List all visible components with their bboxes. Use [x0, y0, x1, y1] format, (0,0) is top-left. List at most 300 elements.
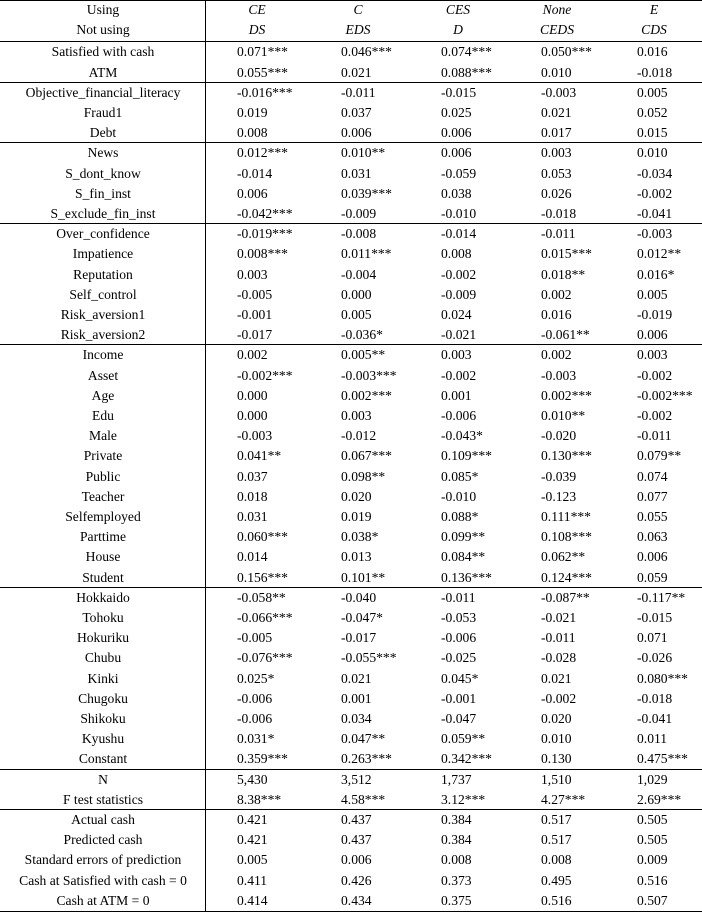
cell-value: -0.002	[637, 185, 673, 201]
cell-value: -0.011	[341, 84, 376, 100]
cell-value: -0.010	[441, 488, 477, 504]
cell-value: -0.002	[441, 367, 477, 383]
row-label: Chugoku	[78, 690, 128, 706]
cell-value: 0.037	[341, 105, 372, 120]
cell-value: 0.013	[341, 549, 372, 565]
cell-value: 0.005	[341, 307, 372, 322]
row-label: Actual cash	[71, 812, 135, 827]
table-row	[0, 588, 702, 608]
cell-value: 0.074***	[441, 44, 492, 60]
cell-value: -0.002	[541, 690, 577, 706]
cell-value: 0.015	[637, 125, 668, 141]
cell-value: -0.006	[441, 630, 477, 646]
header-cell: CDS	[641, 22, 667, 38]
cell-value: 0.079**	[637, 448, 682, 464]
cell-value: -0.015	[441, 84, 477, 100]
cell-value: 0.434	[341, 892, 372, 908]
table-row	[0, 123, 702, 143]
table-row	[0, 608, 702, 628]
row-label: Student	[82, 569, 124, 585]
row-label: Tohoku	[82, 610, 124, 625]
cell-value: -0.003	[637, 226, 673, 242]
table-row	[0, 103, 702, 123]
cell-value: -0.006	[441, 408, 477, 423]
table-row	[0, 224, 702, 244]
row-label: S_exclude_fin_inst	[50, 206, 156, 221]
cell-value: 0.005	[637, 286, 668, 302]
cell-value: 0.010	[541, 64, 572, 80]
table-row	[0, 830, 702, 850]
cell-value: -0.011	[541, 630, 576, 646]
row-label: Self_control	[69, 286, 137, 302]
row-label: Private	[83, 448, 123, 464]
cell-value: -0.002***	[237, 367, 293, 383]
cell-value: 0.263***	[341, 751, 392, 767]
row-label: Cash at ATM = 0	[56, 892, 150, 908]
cell-value: 0.006	[341, 125, 372, 141]
cell-value: 8.38***	[237, 791, 282, 807]
cell-value: 0.046***	[341, 44, 392, 60]
cell-value: 0.109***	[441, 448, 492, 464]
table-row	[0, 547, 702, 567]
cell-value: -0.018	[541, 206, 577, 221]
header-cell: None	[542, 2, 572, 17]
cell-value: 0.071***	[237, 44, 288, 60]
row-label: Edu	[92, 408, 114, 423]
header-row-not-using	[0, 20, 702, 40]
cell-value: -0.005	[237, 630, 273, 646]
row-label: Parttime	[79, 529, 127, 545]
cell-value: -0.014	[237, 165, 273, 181]
cell-value: 0.495	[541, 872, 572, 888]
row-label: Impatience	[72, 246, 134, 262]
cell-value: 0.098**	[341, 468, 386, 484]
cell-value: 0.060***	[237, 529, 288, 545]
row-label: Satisfied with cash	[51, 44, 155, 60]
cell-value: 0.516	[637, 872, 668, 888]
cell-value: 0.016	[637, 44, 668, 60]
table-row	[0, 790, 702, 810]
cell-value: 0.018	[237, 488, 268, 504]
cell-value: 0.101**	[341, 569, 386, 585]
cell-value: 0.006	[637, 327, 668, 343]
cell-value: -0.018	[637, 690, 673, 706]
table-row	[0, 467, 702, 487]
cell-value: -0.018	[637, 64, 673, 80]
table-row	[0, 345, 702, 365]
cell-value: 0.014	[237, 549, 268, 565]
cell-value: 0.099**	[441, 529, 486, 545]
cell-value: 0.017	[541, 125, 572, 141]
row-label: Age	[91, 387, 115, 403]
table-row	[0, 507, 702, 527]
cell-value: 0.437	[341, 812, 372, 827]
cell-value: -0.004	[341, 266, 377, 282]
cell-value: 0.059**	[441, 731, 486, 747]
cell-value: 0.041**	[237, 448, 282, 464]
row-label: Selfemployed	[65, 509, 141, 524]
row-label: Cash at Satisfied with cash = 0	[19, 872, 187, 888]
row-label: ATM	[88, 64, 118, 80]
cell-value: 0.063	[637, 529, 668, 545]
cell-value: 0.018**	[541, 266, 586, 282]
row-label: Hokkaido	[76, 589, 130, 605]
cell-value: 0.005	[637, 84, 668, 100]
cell-value: 0.003	[441, 347, 472, 363]
cell-value: 0.001	[441, 387, 472, 403]
cell-value: -0.026	[637, 650, 673, 666]
cell-value: 0.006	[441, 145, 472, 161]
row-label: Shikoku	[80, 711, 126, 726]
table-row	[0, 729, 702, 749]
cell-value: -0.001	[237, 307, 273, 322]
cell-value: -0.076***	[237, 650, 293, 666]
cell-value: 0.000	[237, 408, 268, 423]
cell-value: 0.031	[237, 509, 268, 524]
table-row	[0, 83, 702, 103]
cell-value: -0.020	[541, 428, 577, 444]
cell-value: -0.017	[341, 630, 377, 646]
table-row	[0, 204, 702, 224]
cell-value: 0.052	[637, 105, 668, 120]
cell-value: -0.058**	[237, 589, 286, 605]
table-row	[0, 63, 702, 83]
cell-value: -0.010	[441, 206, 477, 221]
table-row	[0, 648, 702, 668]
cell-value: 3.12***	[441, 791, 486, 807]
cell-value: 0.010	[541, 731, 572, 747]
row-label: Over_confidence	[56, 226, 150, 242]
cell-value: -0.021	[541, 610, 577, 625]
row-label: Teacher	[81, 488, 125, 504]
row-label: Kyushu	[81, 731, 125, 747]
header-label: Not using	[76, 22, 130, 38]
cell-value: 0.034	[341, 711, 372, 726]
cell-value: 0.006	[637, 549, 668, 565]
cell-value: 0.077	[637, 488, 668, 504]
row-label: F test statistics	[62, 791, 144, 807]
cell-value: -0.002	[637, 367, 673, 383]
cell-value: 3,512	[341, 771, 372, 787]
table-row	[0, 749, 702, 769]
header-label: Using	[86, 2, 120, 17]
row-label: Risk_aversion1	[60, 307, 146, 322]
table-row	[0, 143, 702, 163]
cell-value: 0.421	[237, 832, 268, 848]
cell-value: -0.061**	[541, 327, 590, 343]
cell-value: 0.124***	[541, 569, 592, 585]
cell-value: 4.27***	[541, 791, 586, 807]
cell-value: -0.055***	[341, 650, 397, 666]
cell-value: 0.062**	[541, 549, 586, 565]
cell-value: 0.507	[637, 892, 668, 908]
cell-value: 0.019	[237, 105, 268, 120]
cell-value: -0.003	[541, 367, 577, 383]
cell-value: -0.002***	[637, 387, 693, 403]
cell-value: -0.015	[637, 610, 673, 625]
header-row-using	[0, 0, 702, 20]
row-label: Predicted cash	[63, 832, 143, 848]
cell-value: 0.074	[637, 468, 668, 484]
cell-value: -0.034	[637, 165, 673, 181]
cell-value: 0.019	[341, 509, 372, 524]
cell-value: -0.011	[637, 428, 672, 444]
table-row	[0, 265, 702, 285]
row-label: Fraud1	[83, 105, 123, 120]
cell-value: -0.041	[637, 206, 673, 221]
cell-value: 0.342***	[441, 751, 492, 767]
table-row	[0, 406, 702, 426]
row-label: S_fin_inst	[75, 185, 131, 201]
cell-value: -0.012	[341, 428, 377, 444]
cell-value: 0.426	[341, 872, 372, 888]
cell-value: 0.080***	[637, 670, 688, 686]
cell-value: 0.010	[637, 145, 668, 161]
cell-value: 0.021	[541, 670, 572, 686]
cell-value: 0.038	[441, 185, 472, 201]
cell-value: -0.003	[541, 84, 577, 100]
cell-value: 0.008	[441, 852, 472, 868]
cell-value: 0.003	[237, 266, 268, 282]
cell-value: 0.384	[441, 812, 472, 827]
cell-value: -0.047	[441, 711, 477, 726]
table-row	[0, 305, 702, 325]
table-row	[0, 487, 702, 507]
row-label: Asset	[87, 367, 119, 383]
cell-value: 0.000	[341, 286, 372, 302]
table-row	[0, 709, 702, 729]
cell-value: 0.039***	[341, 185, 392, 201]
cell-value: -0.002	[441, 266, 477, 282]
cell-value: 0.012***	[237, 145, 288, 161]
cell-value: 0.071	[637, 630, 668, 646]
header-cell: DS	[248, 22, 266, 38]
cell-value: 0.517	[541, 832, 572, 848]
cell-value: 0.517	[541, 812, 572, 827]
cell-value: 0.373	[441, 872, 472, 888]
table-row	[0, 325, 702, 345]
cell-value: -0.047*	[341, 610, 383, 625]
cell-value: 0.084**	[441, 549, 486, 565]
cell-value: -0.028	[541, 650, 577, 666]
table-row	[0, 184, 702, 204]
table-row	[0, 527, 702, 547]
cell-value: -0.036*	[341, 327, 383, 343]
table-row	[0, 164, 702, 184]
row-label: News	[87, 145, 119, 161]
cell-value: 0.025*	[237, 670, 275, 686]
cell-value: 0.359***	[237, 751, 288, 767]
cell-value: 0.411	[237, 872, 268, 888]
cell-value: 0.156***	[237, 569, 288, 585]
row-label: Risk_aversion2	[60, 327, 146, 343]
cell-value: 0.055	[637, 509, 668, 524]
cell-value: 0.050***	[541, 44, 592, 60]
cell-value: -0.011	[441, 589, 476, 605]
cell-value: 0.002	[541, 286, 572, 302]
cell-value: 0.067***	[341, 448, 392, 464]
cell-value: 0.008	[441, 246, 472, 262]
cell-value: -0.021	[441, 327, 477, 343]
table-row	[0, 366, 702, 386]
cell-value: 0.006	[441, 125, 472, 141]
table-row	[0, 850, 702, 870]
cell-value: 0.008	[237, 125, 268, 141]
cell-value: 0.002***	[341, 387, 392, 403]
cell-value: -0.042***	[237, 206, 293, 221]
cell-value: 0.505	[637, 832, 668, 848]
cell-value: 0.005**	[341, 347, 386, 363]
cell-value: 2.69***	[637, 791, 682, 807]
header-cell: C	[353, 2, 363, 17]
cell-value: -0.006	[237, 690, 273, 706]
row-label: Chubu	[84, 650, 122, 666]
cell-value: 0.005	[237, 852, 268, 868]
cell-value: 0.002	[541, 347, 572, 363]
table-row	[0, 42, 702, 62]
table-row	[0, 386, 702, 406]
table-row	[0, 568, 702, 588]
cell-value: -0.009	[441, 286, 477, 302]
cell-value: 0.021	[341, 64, 372, 80]
cell-value: 0.025	[441, 105, 472, 120]
cell-value: -0.040	[341, 589, 377, 605]
table-row	[0, 770, 702, 790]
cell-value: -0.041	[637, 711, 673, 726]
cell-value: 5,430	[237, 771, 268, 787]
cell-value: -0.059	[441, 165, 477, 181]
cell-value: 0.016	[541, 307, 572, 322]
table-row	[0, 285, 702, 305]
cell-value: -0.003	[237, 428, 273, 444]
cell-value: 0.012**	[637, 246, 682, 262]
header-cell: D	[453, 22, 463, 38]
row-label: House	[85, 549, 121, 565]
cell-value: 0.031*	[237, 731, 275, 747]
cell-value: -0.009	[341, 206, 377, 221]
cell-value: 0.002***	[541, 387, 592, 403]
row-label: Kinki	[87, 670, 119, 686]
cell-value: 0.003	[341, 408, 372, 423]
row-label: Objective_financial_literacy	[25, 84, 181, 100]
table-row	[0, 810, 702, 830]
cell-value: -0.039	[541, 468, 577, 484]
table-row	[0, 628, 702, 648]
row-label: Debt	[89, 125, 117, 141]
cell-value: -0.016***	[237, 84, 293, 100]
row-label: Male	[89, 428, 117, 444]
cell-value: -0.019	[637, 307, 673, 322]
table-row	[0, 689, 702, 709]
cell-value: -0.002	[637, 408, 673, 423]
cell-value: 0.437	[341, 832, 372, 848]
row-label: Constant	[78, 751, 128, 767]
cell-value: 0.001	[341, 690, 372, 706]
cell-value: 0.130***	[541, 448, 592, 464]
cell-value: 0.111***	[541, 509, 591, 524]
cell-value: 0.421	[237, 812, 268, 827]
row-label: Reputation	[73, 266, 133, 282]
row-label: S_dont_know	[65, 165, 141, 181]
header-cell: CES	[445, 2, 471, 17]
cell-value: 0.008	[541, 852, 572, 868]
cell-value: 4.58***	[341, 791, 386, 807]
cell-value: 0.003	[541, 145, 572, 161]
cell-value: 0.516	[541, 892, 572, 908]
table-row	[0, 891, 702, 911]
cell-value: -0.006	[237, 711, 273, 726]
cell-value: -0.053	[441, 610, 477, 625]
row-label: Income	[82, 347, 124, 363]
cell-value: 0.015***	[541, 246, 592, 262]
table-row	[0, 446, 702, 466]
cell-value: 0.021	[341, 670, 372, 686]
table-row	[0, 871, 702, 891]
cell-value: -0.017	[237, 327, 273, 343]
row-label: Public	[85, 468, 121, 484]
row-label: Standard errors of prediction	[24, 852, 182, 868]
cell-value: 0.031	[341, 165, 372, 181]
cell-value: 0.505	[637, 812, 668, 827]
cell-value: 0.047**	[341, 731, 386, 747]
cell-value: -0.123	[541, 488, 577, 504]
cell-value: -0.003***	[341, 367, 397, 383]
cell-value: -0.008	[341, 226, 377, 242]
cell-value: 0.414	[237, 892, 268, 908]
cell-value: 0.010**	[341, 145, 386, 161]
cell-value: -0.117**	[637, 589, 686, 605]
cell-value: 0.088***	[441, 64, 492, 80]
table-row	[0, 426, 702, 446]
cell-value: 0.055***	[237, 64, 288, 80]
header-cell: CEDS	[540, 22, 574, 38]
cell-value: -0.019***	[237, 226, 293, 242]
cell-value: 0.085*	[441, 468, 479, 484]
cell-value: 0.088*	[441, 509, 479, 524]
cell-value: 0.003	[637, 347, 668, 363]
cell-value: -0.001	[441, 690, 477, 706]
cell-value: -0.005	[237, 286, 273, 302]
cell-value: 1,510	[541, 771, 572, 787]
cell-value: 0.016*	[637, 266, 675, 282]
row-label: N	[98, 771, 108, 787]
cell-value: 0.026	[541, 185, 572, 201]
cell-value: 0.045*	[441, 670, 479, 686]
cell-value: 0.010**	[541, 408, 586, 423]
cell-value: 0.020	[341, 488, 372, 504]
cell-value: 0.059	[637, 569, 668, 585]
cell-value: 0.375	[441, 892, 472, 908]
table-row	[0, 669, 702, 689]
cell-value: 0.021	[541, 105, 572, 120]
cell-value: 0.020	[541, 711, 572, 726]
cell-value: 0.011***	[341, 246, 392, 262]
cell-value: 0.053	[541, 165, 572, 181]
cell-value: 0.011	[637, 731, 668, 747]
cell-value: 0.006	[237, 185, 268, 201]
header-cell: EDS	[345, 22, 371, 38]
row-label: Hokuriku	[76, 630, 130, 646]
cell-value: 0.008***	[237, 246, 288, 262]
cell-value: 0.108***	[541, 529, 592, 545]
cell-value: -0.043*	[441, 428, 483, 444]
cell-value: -0.066***	[237, 610, 293, 625]
header-cell: E	[649, 2, 659, 17]
cell-value: 0.006	[341, 852, 372, 868]
cell-value: 1,737	[441, 771, 472, 787]
cell-value: -0.087**	[541, 589, 590, 605]
cell-value: 0.002	[237, 347, 268, 363]
